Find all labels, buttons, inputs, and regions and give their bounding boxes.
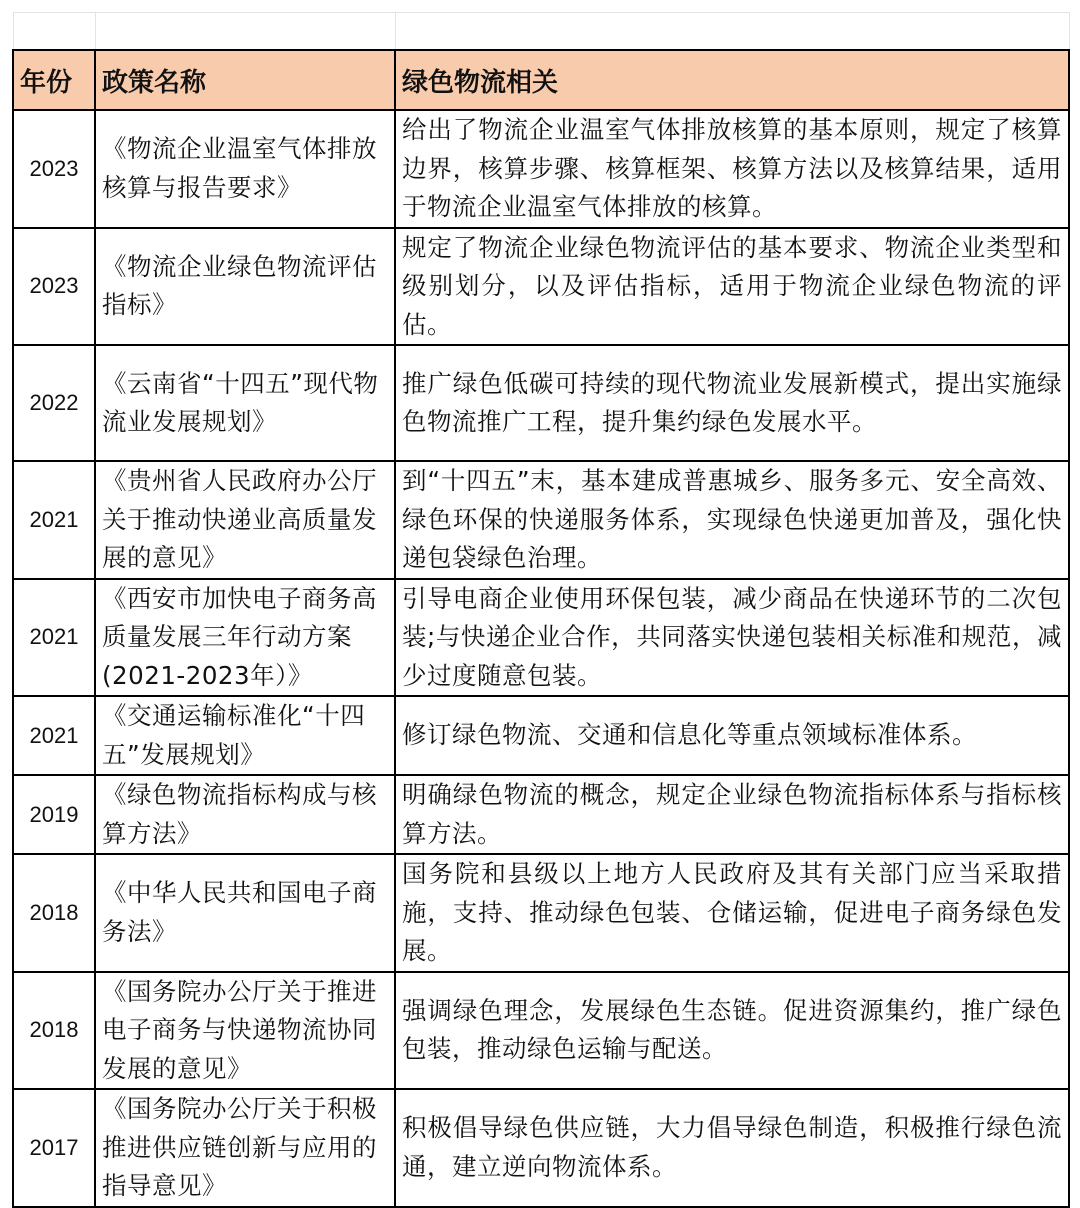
policy-name-cell[interactable]: 《西安市加快电子商务高质量发展三年行动方案(2021-2023年）》: [95, 579, 395, 697]
spreadsheet: [12, 12, 1068, 1208]
year-cell[interactable]: 2023: [13, 228, 95, 346]
description-cell[interactable]: 到“十四五”末，基本建成普惠城乡、服务多元、安全高效、绿色环保的快递服务体系，实现绿色快递更加普及，强化快递包袋绿色治理。: [395, 461, 1069, 579]
header-green-logistics[interactable]: 绿色物流相关: [395, 50, 1069, 110]
description-cell[interactable]: 修订绿色物流、交通和信息化等重点领域标准体系。: [395, 696, 1069, 775]
blank-cell[interactable]: [13, 13, 95, 51]
year-cell[interactable]: 2017: [13, 1089, 95, 1207]
description-cell[interactable]: 国务院和县级以上地方人民政府及其有关部门应当采取措施，支持、推动绿色包装、仓储运输，促进电子商务绿色发展。: [395, 854, 1069, 972]
table-row: [13, 110, 1069, 228]
year-cell[interactable]: 2021: [13, 579, 95, 697]
policy-name-cell[interactable]: 《国务院办公厅关于积极推进供应链创新与应用的指导意见》: [95, 1089, 395, 1207]
policy-name-cell[interactable]: 《中华人民共和国电子商务法》: [95, 854, 395, 972]
table-row: [13, 775, 1069, 854]
policy-name-cell[interactable]: 《物流企业绿色物流评估指标》: [95, 228, 395, 346]
policy-name-cell[interactable]: 《国务院办公厅关于推进电子商务与快递物流协同发展的意见》: [95, 972, 395, 1090]
year-cell[interactable]: 2019: [13, 775, 95, 854]
policy-table: [12, 12, 1070, 1208]
blank-cell[interactable]: [95, 13, 395, 51]
description-cell[interactable]: 给出了物流企业温室气体排放核算的基本原则，规定了核算边界，核算步骤、核算框架、核算方法以及核算结果，适用于物流企业温室气体排放的核算。: [395, 110, 1069, 228]
description-cell[interactable]: 规定了物流企业绿色物流评估的基本要求、物流企业类型和级别划分，以及评估指标，适用于物流企业绿色物流的评估。: [395, 228, 1069, 346]
year-cell[interactable]: 2021: [13, 696, 95, 775]
table-row: [13, 972, 1069, 1090]
table-row: [13, 579, 1069, 697]
description-cell[interactable]: 明确绿色物流的概念，规定企业绿色物流指标体系与指标核算方法。: [395, 775, 1069, 854]
table-row: [13, 1089, 1069, 1207]
blank-row: [13, 13, 1069, 51]
year-cell[interactable]: 2021: [13, 461, 95, 579]
policy-name-cell[interactable]: 《云南省“十四五”现代物流业发展规划》: [95, 345, 395, 461]
description-cell[interactable]: 积极倡导绿色供应链，大力倡导绿色制造，积极推行绿色流通，建立逆向物流体系。: [395, 1089, 1069, 1207]
header-year[interactable]: 年份: [13, 50, 95, 110]
table-row: [13, 345, 1069, 461]
policy-name-cell[interactable]: 《绿色物流指标构成与核算方法》: [95, 775, 395, 854]
year-cell[interactable]: 2018: [13, 854, 95, 972]
year-cell[interactable]: 2018: [13, 972, 95, 1090]
blank-cell[interactable]: [395, 13, 1069, 51]
policy-name-cell[interactable]: 《物流企业温室气体排放核算与报告要求》: [95, 110, 395, 228]
year-cell[interactable]: 2022: [13, 345, 95, 461]
description-cell[interactable]: 引导电商企业使用环保包装，减少商品在快递环节的二次包装;与快递企业合作，共同落实快递包装相关标准和规范，减少过度随意包装。: [395, 579, 1069, 697]
description-cell[interactable]: 推广绿色低碳可持续的现代物流业发展新模式，提出实施绿色物流推广工程，提升集约绿色发展水平。: [395, 345, 1069, 461]
year-cell[interactable]: 2023: [13, 110, 95, 228]
header-row: [13, 50, 1069, 110]
table-row: [13, 461, 1069, 579]
description-cell[interactable]: 强调绿色理念，发展绿色生态链。促进资源集约，推广绿色包装，推动绿色运输与配送。: [395, 972, 1069, 1090]
table-row: [13, 696, 1069, 775]
policy-name-cell[interactable]: 《交通运输标准化“十四五”发展规划》: [95, 696, 395, 775]
header-policy-name[interactable]: 政策名称: [95, 50, 395, 110]
table-row: [13, 854, 1069, 972]
table-row: [13, 228, 1069, 346]
policy-name-cell[interactable]: 《贵州省人民政府办公厅关于推动快递业高质量发展的意见》: [95, 461, 395, 579]
